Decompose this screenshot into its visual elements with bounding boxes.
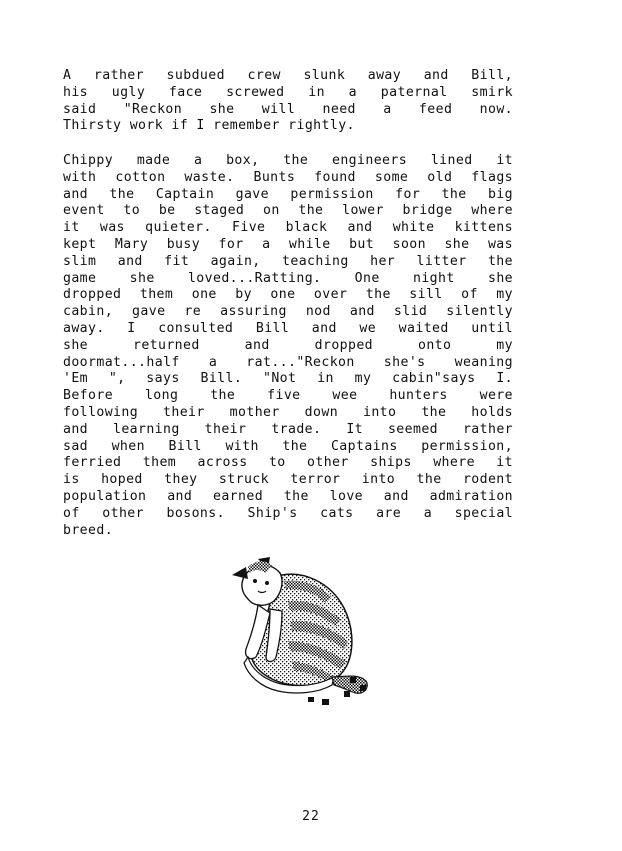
text-line: event to be staged on the lower bridge where [63, 203, 513, 219]
text-line: she returned and dropped onto my [63, 337, 513, 353]
text-line: and learning their trade. It seemed rather [63, 421, 513, 437]
paragraph-1 [63, 68, 513, 135]
text-line: population and earned the love and admiration [63, 488, 513, 504]
text-line: away. I consulted Bill and we waited until [63, 320, 513, 336]
cat-illustration [222, 553, 372, 708]
text-line: kept Mary busy for a while but soon she was [63, 236, 513, 252]
text-line: said "Reckon she will need a feed now. [63, 101, 513, 117]
text-line: of other bosons. Ship's cats are a special [63, 505, 513, 521]
text-line: Chippy made a box, the engineers lined it [63, 153, 513, 168]
text-line: game she loved...Ratting. One night she [63, 270, 513, 286]
text-line: sad when Bill with the Captains permission, [63, 438, 513, 454]
text-line: Thirsty work if I remember rightly. [63, 118, 355, 134]
text-line: 'Em ", says Bill. "Not in my cabin"says I. [63, 371, 513, 387]
text-line: Before long the five wee hunters were [63, 388, 513, 404]
text-line: his ugly face screwed in a paternal smirk [63, 84, 513, 100]
text-line: following their mother down into the holds [63, 404, 513, 420]
text-line: A rather subdued crew slunk away and Bill, [63, 68, 513, 83]
text-line: doormat...half a rat..."Reckon she's weaning [63, 354, 513, 370]
text-line: dropped them one by one over the sill of my [63, 287, 513, 303]
text-line: with cotton waste. Bunts found some old flags [63, 169, 513, 185]
text-line: cabin, gave re assuring nod and slid silently [63, 304, 513, 320]
text-line: breed. [63, 522, 114, 538]
text-line: ferried them across to other ships where it [63, 455, 513, 471]
text-line: and the Captain gave permission for the big [63, 186, 513, 202]
text-line: it was quieter. Five black and white kittens [63, 220, 513, 236]
paragraph-2 [63, 153, 513, 539]
text-line: is hoped they struck terror into the rodent [63, 472, 513, 488]
page-number: 22 [302, 809, 320, 824]
text-line: slim and fit again, teaching her litter the [63, 253, 513, 269]
